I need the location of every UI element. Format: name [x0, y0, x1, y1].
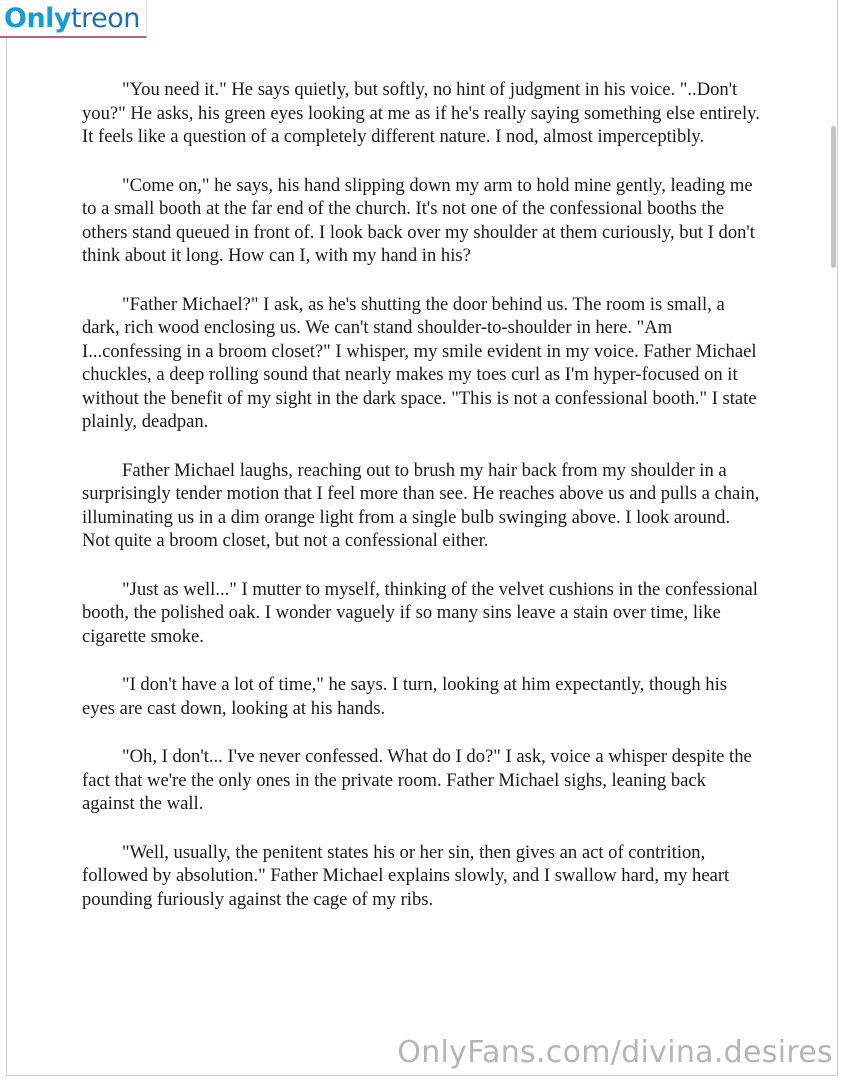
paragraph: "Well, usually, the penitent states his or her sin, then gives an act of contrition, followed by absolution." Father Michael explains slowly, and I swallow hard, my heart pounding furiously against the cage of my ribs.	[82, 841, 730, 910]
watermark-text: OnlyFans.com/divina.desires	[397, 1035, 833, 1070]
paragraph: "Father Michael?" I ask, as he's shutting the door behind us. The room is small, a dark, rich wood enclosing us. We can't stand shoulder-to-shoulder in here. "Am I...confessing in a broom closet?" I whisper, my smile evident in my voice. Father Michael chuckles, a deep rolling sound that nearly makes my toes curl as I'm hyper-focused on it without the benefit of my sight in the dark space. "This is not a confessional booth." I state plainly, deadpan.	[82, 293, 757, 432]
logo-text-only: Only	[4, 2, 72, 34]
logo-text-treon: treon	[71, 2, 140, 34]
document-body	[82, 78, 762, 936]
paragraph: "Just as well..." I mutter to myself, thinking of the velvet cushions in the confessional booth, the polished oak. I wonder vaguely if so many sins leave a stain over time, like cigarette smoke.	[82, 578, 758, 647]
paragraph: "You need it." He says quietly, but softly, no hint of judgment in his voice. "..Don't you?" He asks, his green eyes looking at me as if he's really saying something else entirely. It feels like a question of a completely different nature. I nod, almost imperceptibly.	[82, 79, 760, 147]
paragraph: "I don't have a lot of time," he says. I turn, looking at him expectantly, though his eyes are cast down, looking at his hands.	[82, 674, 727, 719]
scrollbar-thumb[interactable]	[831, 126, 836, 268]
vertical-scrollbar[interactable]	[828, 0, 838, 1076]
site-logo[interactable]	[0, 0, 147, 38]
paragraph: "Come on," he says, his hand slipping down my arm to hold mine gently, leading me to a small booth at the far end of the church. It's not one of the confessional booths the others stand queued in front of. I look back over my shoulder at them curiously, but I don't think about it long. How can I, with my hand in his?	[82, 174, 755, 266]
paragraph: "Oh, I don't... I've never confessed. What do I do?" I ask, voice a whisper despite the fact that we're the only ones in the private room. Father Michael sighs, leaning back against the wall.	[82, 746, 752, 814]
paragraph: Father Michael laughs, reaching out to brush my hair back from my shoulder in a surprisingly tender motion that I feel more than see. He reaches above us and pulls a chain, illuminating us in a dim orange light from a single bulb swinging above. I look around. Not quite a broom closet, but not a confessional either.	[82, 459, 760, 551]
